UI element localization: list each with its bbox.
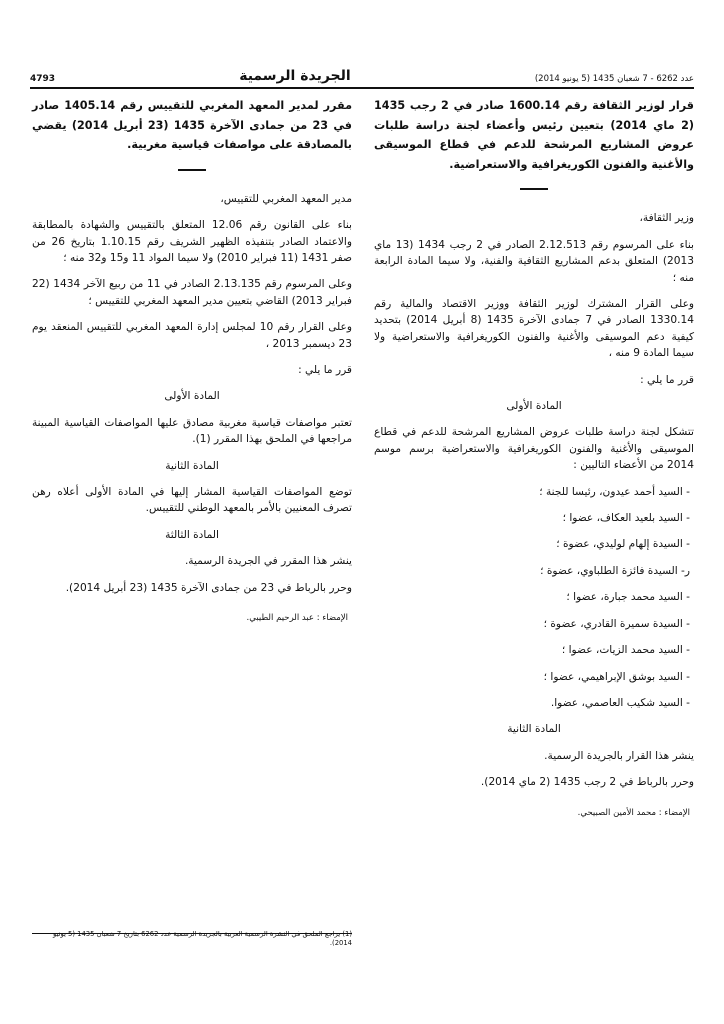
separator	[520, 188, 548, 190]
issue-info: عدد 6262 - 7 شعبان 1435 (5 يونيو 2014)	[534, 74, 694, 84]
decision-title: مقرر لمدير المعهد المغربي للتقييس رقم 1405.14 صادر في 23 من جمادى الآخرة 1435 (23 أبريل 2014) يقضي بالمصادقة على مواصفات قياسية مغربية.	[32, 99, 352, 152]
article-text: ينشر هذا القرار بالجريدة الرسمية.	[544, 749, 694, 762]
member-item: ر- السيدة فائزة الطلباوي، عضوة ؛	[540, 564, 690, 577]
article-text: توضع المواصفات القياسية المشار إليها في المادة الأولى أعلاه رهن تصرف المعنيين بالأمر بالمعهد الوطني للتقييس.	[32, 486, 352, 515]
page-number: 4793	[30, 74, 56, 84]
separator	[178, 169, 206, 171]
decides-text: قرر ما يلي :	[640, 373, 694, 386]
member-item: - السيد شكيب العاصمي، عضوا.	[550, 696, 690, 709]
member-item: - السيد محمد جبارة، عضوا ؛	[566, 591, 690, 604]
article-text: ينشر هذا المقرر في الجريدة الرسمية.	[184, 555, 352, 568]
preamble-paragraph: وعلى القرار رقم 10 لمجلس إدارة المعهد المغربي للتقييس المنعقد يوم 23 ديسمبر 2013 ،	[32, 321, 352, 350]
article-heading: المادة الثانية	[165, 459, 219, 472]
member-item: - السيدة إلهام لوليدي، عضوة ؛	[556, 538, 690, 551]
member-item: - السيد بلعيد العكاف، عضوا ؛	[562, 512, 690, 525]
left-column	[32, 96, 352, 625]
decree-title: قرار لوزير الثقافة رقم 1600.14 صادر في 2 رجب 1435 (2 ماي 2014) بتعيين رئيس وأعضاء لجنة دراسة طلبات عروض المشاريع المرشحة للدعم في قطاع الموسيقى والأغنية والفنون الكوريغرافية والاستعراضية.	[374, 99, 694, 171]
preamble-paragraph: بناء على القانون رقم 12.06 المتعلق بالتقييس والشهادة بالمطابقة والاعتماد الصادر بتنفيذه الظهير الشريف رقم 1.10.15 بتاريخ 26 من صفر 1431 (11 فبراير 2010) ولا سيما المواد 11 و15 و32 منه ؛	[32, 219, 353, 264]
member-item: - السيد بوشق الإبراهيمي، عضوا ؛	[543, 670, 690, 683]
decides-text: قرر ما يلي :	[298, 364, 352, 377]
member-item: - السيدة سميرة القادري، عضوة ؛	[543, 617, 690, 630]
article-text: تعتبر مواصفات قياسية مغربية مصادق عليها المواصفات القياسية المبينة مراجعها في الملحق بهذا المقرر (1).	[32, 416, 352, 446]
article-heading: المادة الأولى	[164, 390, 220, 403]
issuer: مدير المعهد المغربي للتقييس،	[220, 192, 352, 205]
preamble-paragraph: وعلى القرار المشترك لوزير الثقافة ووزير الاقتصاد والمالية رقم 1330.14 الصادر في 7 جمادى الآخرة 1435 (8 أبريل 2014) بتحديد كيفية دعم الموسيقى والأغنية والفنون الكوريغرافية والاستعراضية ولا سيما المادة 9 منه ،	[374, 298, 694, 360]
article-heading: المادة الثالثة	[165, 528, 219, 541]
done-at: وحرر بالرباط في 23 من جمادى الآخرة 1435 (23 أبريل 2014).	[65, 581, 352, 594]
article-text: تتشكل لجنة دراسة طلبات عروض المشاريع المرشحة للدعم في قطاع الموسيقى والأغنية والفنون الكوريغرافية والاستعراضية برسم موسم 2014 من الأعضاء التاليين :	[374, 426, 694, 472]
members-list	[374, 484, 694, 712]
page-header	[30, 62, 694, 89]
article-heading: المادة الثانية	[507, 723, 561, 736]
preamble-paragraph: بناء على المرسوم رقم 2.12.513 الصادر في 2 رجب 1434 (13 ماي 2013) المتعلق بدعم المشاريع الثقافية والفنية، ولا سيما المادة الرابعة منه ؛	[374, 238, 694, 284]
preamble-paragraph: وعلى المرسوم رقم 2.13.135 الصادر في 11 من ربيع الآخر 1434 (22 فبراير 2013) القاضي بتعيين مدير المعهد المغربي للتقييس ؛	[32, 278, 352, 307]
journal-title: الجريدة الرسمية	[239, 68, 351, 84]
right-column	[374, 96, 694, 820]
member-item: - السيد أحمد عيدون، رئيسا للجنة ؛	[539, 485, 690, 498]
footnote: (1) يراجع الملحق في النشرة الرسمية العربية بالجريدة الرسمية عدد 6262 بتاريخ 7 شعبان 1435 (5 يونيو 2014).	[52, 930, 352, 948]
done-at: وحرر بالرباط في 2 رجب 1435 (2 ماي 2014).	[480, 776, 694, 789]
member-item: - السيد محمد الزيات، عضوا ؛	[561, 644, 690, 657]
signature: الإمضاء : محمد الأمين الصبيحي.	[577, 807, 690, 818]
article-heading: المادة الأولى	[506, 400, 562, 413]
issuer: وزير الثقافة،	[639, 212, 694, 225]
signature: الإمضاء : عبد الرحيم الطيبي.	[246, 613, 348, 624]
